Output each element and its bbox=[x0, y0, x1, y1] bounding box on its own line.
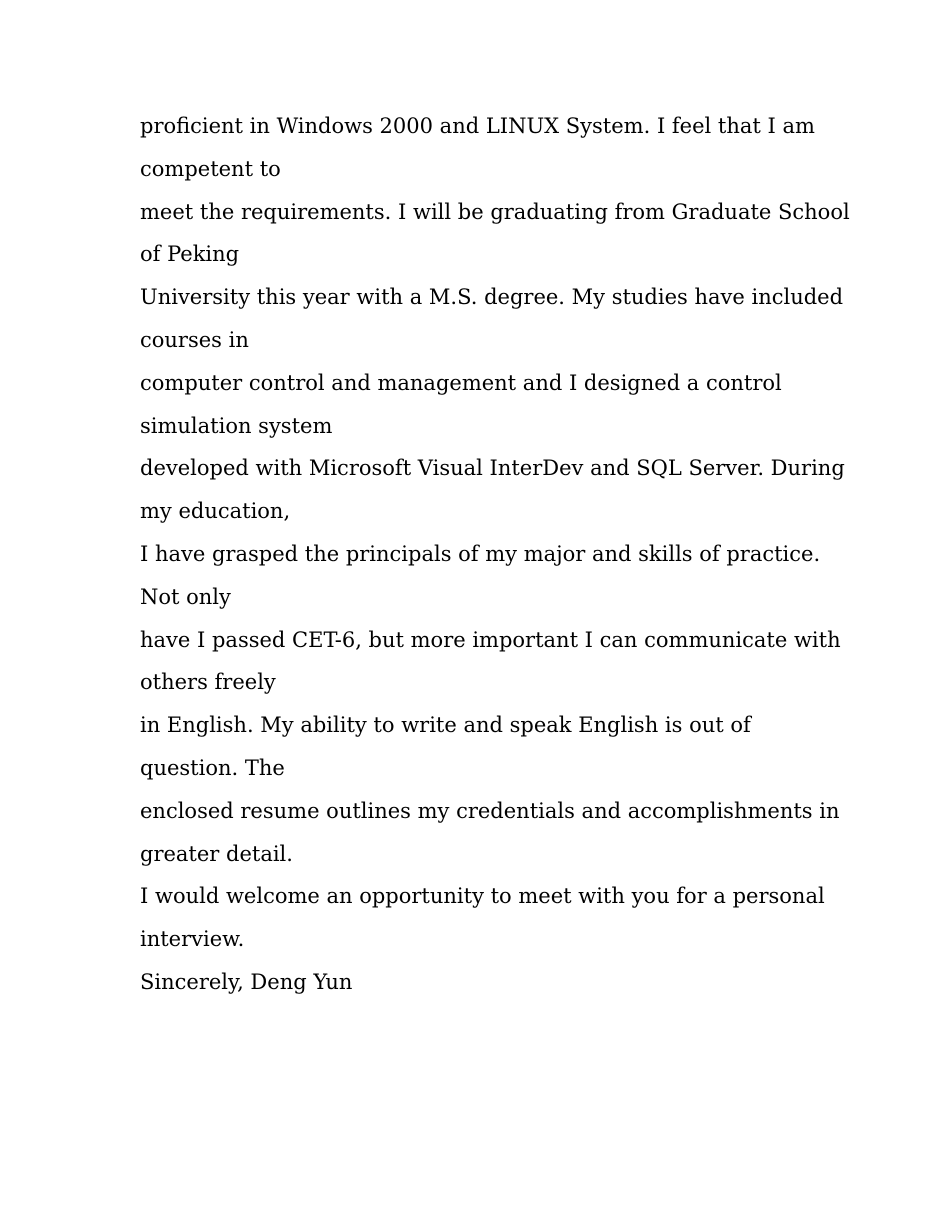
text-line: developed with Microsoft Visual InterDev and SQL Server. During bbox=[140, 456, 845, 481]
text-line: I would welcome an opportunity to meet with you for a personal bbox=[140, 884, 825, 909]
text-line: in English. My ability to write and speak English is out of bbox=[140, 713, 751, 738]
text-line: interview. bbox=[140, 927, 245, 952]
text-line: my education, bbox=[140, 499, 291, 524]
text-line: greater detail. bbox=[140, 841, 293, 866]
text-line: enclosed resume outlines my credentials and accomplishments in bbox=[140, 798, 840, 823]
signature-line: Sincerely, Deng Yun bbox=[140, 969, 353, 994]
text-line: question. The bbox=[140, 755, 285, 780]
text-line: I have grasped the principals of my major and skills of practice. bbox=[140, 541, 821, 566]
text-line: University this year with a M.S. degree. My studies have included bbox=[140, 285, 844, 310]
text-line: of Peking bbox=[140, 242, 240, 267]
letter-body bbox=[140, 105, 850, 1004]
text-line: competent to bbox=[140, 156, 281, 181]
text-line: proficient in Windows 2000 and LINUX System. I feel that I am bbox=[140, 114, 815, 138]
text-line: courses in bbox=[140, 327, 249, 352]
text-line: Not only bbox=[140, 584, 231, 609]
text-line: simulation system bbox=[140, 413, 333, 438]
text-line: others freely bbox=[140, 670, 276, 695]
text-line: computer control and management and I designed a control bbox=[140, 370, 782, 395]
text-line: meet the requirements. I will be graduating from Graduate School bbox=[140, 199, 850, 224]
text-line: have I passed CET-6, but more important I can communicate with bbox=[140, 627, 841, 652]
